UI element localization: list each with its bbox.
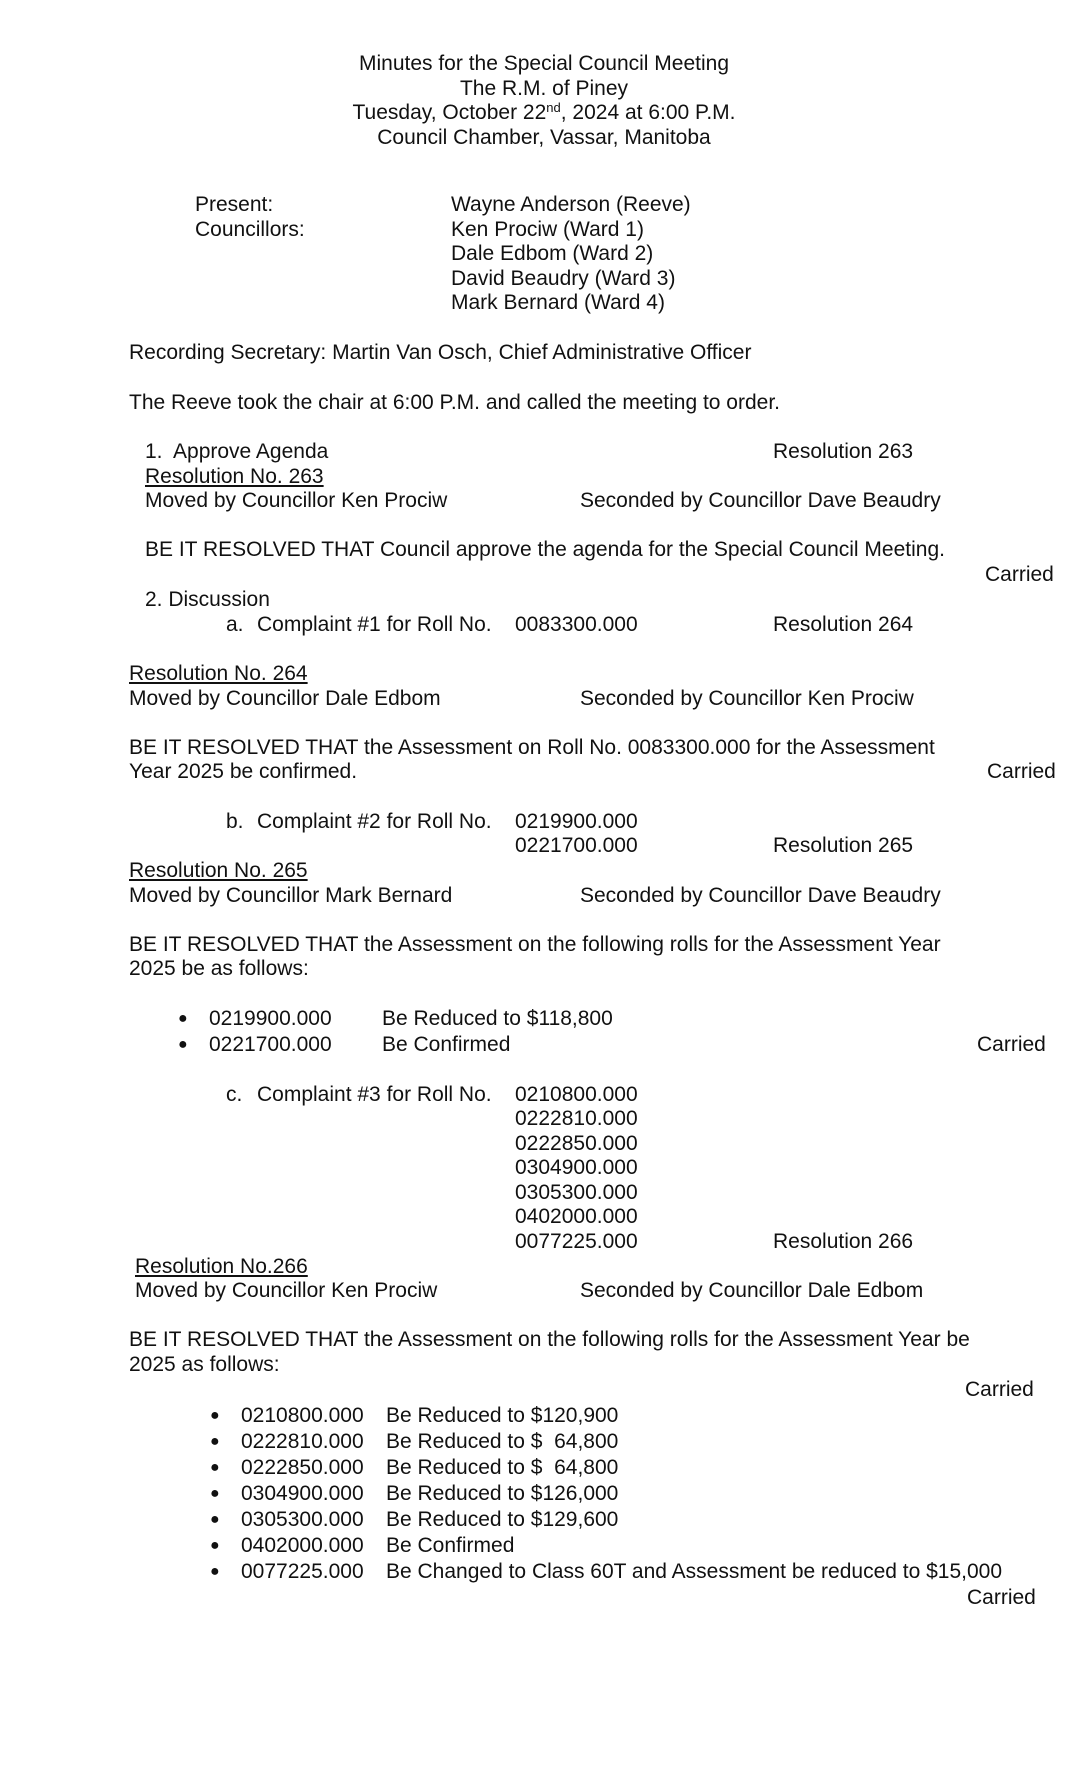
resolution-266-decision-1: Be Reduced to $120,900 bbox=[386, 1404, 619, 1427]
meeting-title: Minutes for the Special Council Meeting bbox=[358, 52, 730, 75]
resolution-266-roll-1: 0210800.000 bbox=[241, 1404, 364, 1427]
complaint-2-label: b. bbox=[226, 810, 244, 833]
resolution-266-roll-6: 0402000.000 bbox=[241, 1534, 364, 1557]
resolution-265-moved: Moved by Councillor Mark Bernard bbox=[129, 884, 453, 907]
present-label: Present: bbox=[195, 193, 274, 216]
resolution-266-decision-3: Be Reduced to $ 64,800 bbox=[386, 1456, 619, 1479]
councillors-label: Councillors: bbox=[195, 218, 305, 241]
resolution-264-text-line2: Year 2025 be confirmed. bbox=[129, 760, 358, 783]
complaint-3-text: Complaint #3 for Roll No. bbox=[257, 1083, 492, 1106]
bullet-icon: ● bbox=[210, 1537, 220, 1554]
resolution-263-heading: Resolution No. 263 bbox=[145, 465, 324, 488]
resolution-265-text-line1: BE IT RESOLVED THAT the Assessment on the following rolls for the Assessment Year bbox=[129, 933, 941, 956]
complaint-3-roll-3: 0222850.000 bbox=[515, 1132, 638, 1155]
resolution-263-outcome: Carried bbox=[985, 563, 1054, 586]
bullet-icon: ● bbox=[178, 1010, 188, 1027]
resolution-266-roll-5: 0305300.000 bbox=[241, 1508, 364, 1531]
resolution-266-outcome-top: Carried bbox=[965, 1378, 1034, 1401]
resolution-266-decision-7: Be Changed to Class 60T and Assessment be reduced to $15,000 bbox=[386, 1560, 1003, 1583]
complaint-3-roll-2: 0222810.000 bbox=[515, 1107, 638, 1130]
bullet-icon: ● bbox=[210, 1511, 220, 1528]
attendee-ward-3: David Beaudry (Ward 3) bbox=[451, 267, 676, 290]
bullet-icon: ● bbox=[210, 1563, 220, 1580]
resolution-266-roll-7: 0077225.000 bbox=[241, 1560, 364, 1583]
complaint-3-roll-1: 0210800.000 bbox=[515, 1083, 638, 1106]
resolution-266-moved: Moved by Councillor Ken Prociw bbox=[135, 1279, 438, 1302]
resolution-266-roll-4: 0304900.000 bbox=[241, 1482, 364, 1505]
resolution-266-decision-5: Be Reduced to $129,600 bbox=[386, 1508, 619, 1531]
complaint-1-roll: 0083300.000 bbox=[515, 613, 638, 636]
resolution-264-outcome: Carried bbox=[987, 760, 1056, 783]
bullet-icon: ● bbox=[210, 1485, 220, 1502]
complaint-2-text: Complaint #2 for Roll No. bbox=[257, 810, 492, 833]
attendee-reeve: Wayne Anderson (Reeve) bbox=[451, 193, 691, 216]
resolution-266-heading: Resolution No.266 bbox=[135, 1255, 308, 1278]
complaint-1-label: a. bbox=[226, 613, 244, 636]
resolution-266-decision-2: Be Reduced to $ 64,800 bbox=[386, 1430, 619, 1453]
meeting-location: Council Chamber, Vassar, Manitoba bbox=[377, 126, 711, 149]
attendee-ward-2: Dale Edbom (Ward 2) bbox=[451, 242, 654, 265]
resolution-266-roll-3: 0222850.000 bbox=[241, 1456, 364, 1479]
resolution-266-seconded: Seconded by Councillor Dale Edbom bbox=[580, 1279, 924, 1302]
complaint-3-resolution-ref: Resolution 266 bbox=[773, 1230, 914, 1253]
resolution-266-roll-2: 0222810.000 bbox=[241, 1430, 364, 1453]
resolution-265-seconded: Seconded by Councillor Dave Beaudry bbox=[580, 884, 941, 907]
meeting-date bbox=[0, 101, 1088, 125]
item-2-title: 2. Discussion bbox=[145, 588, 270, 611]
complaint-3-label: c. bbox=[226, 1083, 243, 1106]
resolution-265-roll-1: 0219900.000 bbox=[209, 1007, 332, 1030]
resolution-264-seconded: Seconded by Councillor Ken Prociw bbox=[580, 687, 914, 710]
resolution-265-text-line2: 2025 be as follows: bbox=[129, 957, 309, 980]
complaint-3-roll-4: 0304900.000 bbox=[515, 1156, 638, 1179]
resolution-266-text-line1: BE IT RESOLVED THAT the Assessment on the following rolls for the Assessment Year be bbox=[129, 1328, 970, 1351]
complaint-3-roll-5: 0305300.000 bbox=[515, 1181, 638, 1204]
complaint-2-roll-2: 0221700.000 bbox=[515, 834, 638, 857]
attendee-ward-1: Ken Prociw (Ward 1) bbox=[451, 218, 644, 241]
meeting-date-rest: , 2024 at 6:00 P.M. bbox=[560, 101, 736, 124]
resolution-263-text: BE IT RESOLVED THAT Council approve the agenda for the Special Council Meeting. bbox=[145, 538, 945, 561]
resolution-266-outcome: Carried bbox=[967, 1586, 1036, 1609]
complaint-2-roll-1: 0219900.000 bbox=[515, 810, 638, 833]
recording-secretary: Recording Secretary: Martin Van Osch, Chief Administrative Officer bbox=[129, 341, 752, 364]
resolution-263-seconded: Seconded by Councillor Dave Beaudry bbox=[580, 489, 941, 512]
bullet-icon: ● bbox=[210, 1407, 220, 1424]
resolution-265-roll-2: 0221700.000 bbox=[209, 1033, 332, 1056]
meeting-date-main: Tuesday, October 22 bbox=[352, 101, 547, 124]
resolution-265-decision-2: Be Confirmed bbox=[382, 1033, 511, 1056]
item-1-resolution-ref: Resolution 263 bbox=[773, 440, 914, 463]
resolution-266-decision-4: Be Reduced to $126,000 bbox=[386, 1482, 619, 1505]
resolution-263-moved: Moved by Councillor Ken Prociw bbox=[145, 489, 448, 512]
bullet-icon: ● bbox=[210, 1433, 220, 1450]
municipality-name: The R.M. of Piney bbox=[459, 77, 629, 100]
meeting-date-suffix: nd bbox=[546, 100, 561, 115]
call-to-order: The Reeve took the chair at 6:00 P.M. and called the meeting to order. bbox=[129, 391, 781, 414]
complaint-3-roll-7: 0077225.000 bbox=[515, 1230, 638, 1253]
item-1-title: 1. Approve Agenda bbox=[145, 440, 329, 463]
resolution-264-text-line1: BE IT RESOLVED THAT the Assessment on Roll No. 0083300.000 for the Assessment bbox=[129, 736, 935, 759]
resolution-265-outcome: Carried bbox=[977, 1033, 1046, 1056]
resolution-266-text-line2: 2025 as follows: bbox=[129, 1353, 280, 1376]
complaint-1-text: Complaint #1 for Roll No. bbox=[257, 613, 492, 636]
bullet-icon: ● bbox=[210, 1459, 220, 1476]
complaint-1-resolution-ref: Resolution 264 bbox=[773, 613, 914, 636]
complaint-3-roll-6: 0402000.000 bbox=[515, 1205, 638, 1228]
resolution-265-heading: Resolution No. 265 bbox=[129, 859, 308, 882]
bullet-icon: ● bbox=[178, 1036, 188, 1053]
resolution-266-decision-6: Be Confirmed bbox=[386, 1534, 515, 1557]
resolution-264-moved: Moved by Councillor Dale Edbom bbox=[129, 687, 441, 710]
complaint-2-resolution-ref: Resolution 265 bbox=[773, 834, 914, 857]
resolution-265-decision-1: Be Reduced to $118,800 bbox=[382, 1007, 613, 1030]
resolution-264-heading: Resolution No. 264 bbox=[129, 662, 308, 685]
attendee-ward-4: Mark Bernard (Ward 4) bbox=[451, 291, 665, 314]
